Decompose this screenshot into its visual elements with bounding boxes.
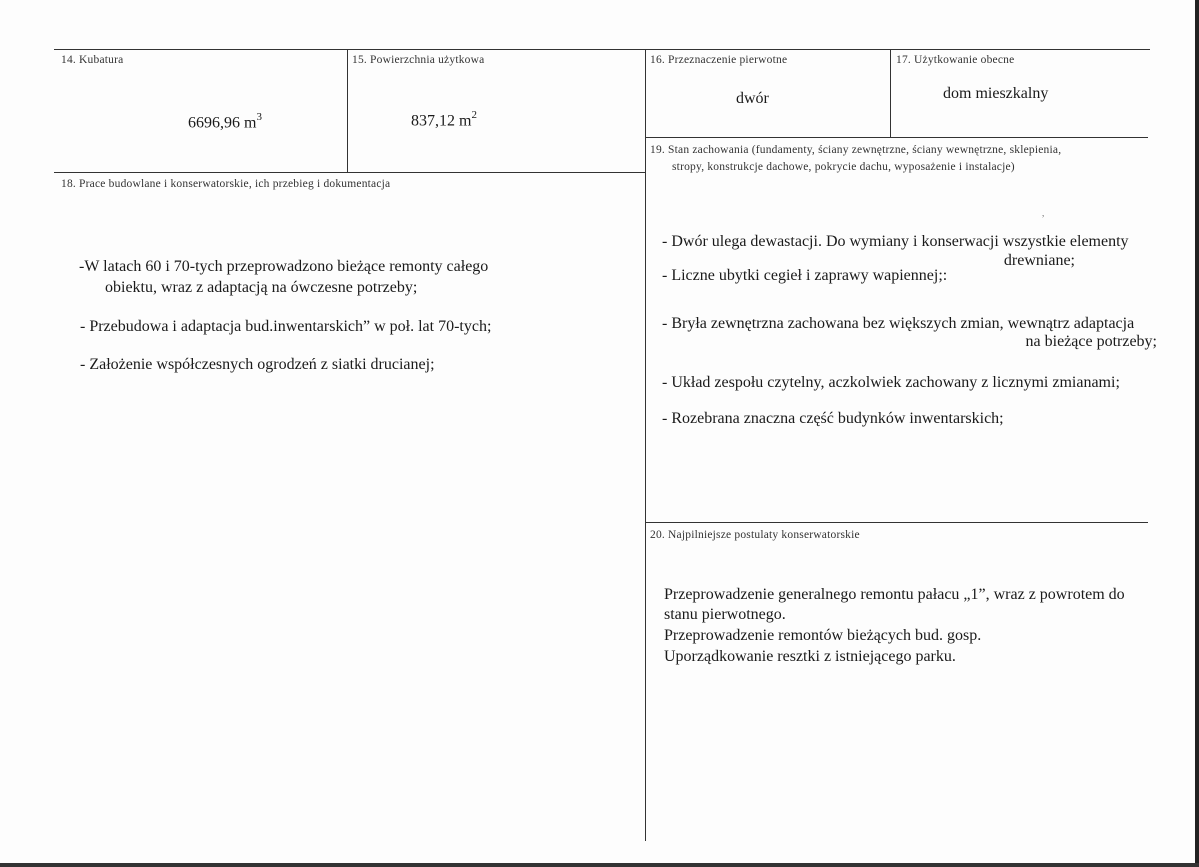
cubature-unit-superscript: 3 [256, 111, 262, 123]
cubature-value: 6696,96 m [188, 114, 257, 132]
field-20-label: 20. Najpilniejsze postulaty konserwatorskie [650, 529, 860, 541]
f18-item-2: - Przebudowa i adaptacja bud.inwentarskich” w poł. lat 70-tych; [80, 318, 492, 335]
area-value: 837,12 m [411, 112, 472, 130]
field-17-label: 17. Użytkowanie obecne [896, 54, 1015, 66]
top-rule [54, 49, 1150, 50]
f20-line-3: Przeprowadzenie remontów bieżących bud. gosp. [664, 627, 982, 644]
center-divider [645, 49, 646, 841]
area-unit-superscript: 2 [471, 109, 477, 121]
page-edge-right [1195, 0, 1199, 867]
f19-item-1-line-2: drewniane; [1003, 252, 1075, 269]
f18-item-1-line-2: obiektu, wraz z adaptacją na ówczesne potrzeby; [105, 279, 418, 296]
f19-item-4: - Układ zespołu czytelny, aczkolwiek zachowany z licznymi zmianami; [662, 374, 1120, 391]
field-15-label: 15. Powierzchnia użytkowa [352, 54, 485, 66]
f18-item-3: - Założenie współczesnych ogrodzeń z siatki drucianej; [80, 356, 435, 373]
field-14-value [188, 112, 262, 132]
field-19-label-line-2: stropy, konstrukcje dachowe, pokrycie dachu, wyposażenie i instalacje) [672, 161, 1015, 173]
f20-line-2: stanu pierwotnego. [664, 606, 786, 623]
field-19-label-line-1: 19. Stan zachowania (fundamenty, ściany zewnętrzne, ściany wewnętrzne, sklepienia, [650, 144, 1062, 156]
field-16-value: dwór [736, 90, 769, 107]
f20-line-1: Przeprowadzenie generalnego remontu pałacu „1”, wraz z powrotem do [664, 586, 1125, 603]
f19-item-5: - Rozebrana znaczna część budynków inwentarskich; [662, 410, 1004, 427]
f18-item-1-line-1: -W latach 60 i 70-tych przeprowadzono bieżące remonty całego [79, 258, 489, 275]
f20-line-4: Uporządkowanie resztki z istniejącego parku. [664, 648, 956, 665]
rule-above-20 [645, 522, 1148, 523]
field-16-label: 16. Przeznaczenie pierwotne [650, 54, 788, 66]
field-18-label: 18. Prace budowlane i konserwatorskie, ich przebieg i dokumentacja [61, 178, 391, 190]
field-15-value [411, 110, 477, 130]
f19-item-3-line-1: - Bryła zewnętrzna zachowana bez większych zmian, wewnątrz adaptacja [662, 315, 1135, 332]
field-14-label: 14. Kubatura [61, 54, 124, 66]
field-17-value: dom mieszkalny [943, 85, 1049, 102]
scan-speck: , [1042, 208, 1045, 218]
rule-under-16-17 [645, 137, 1148, 138]
rule-under-14-15 [54, 172, 645, 173]
f19-item-2: - Liczne ubytki cegieł i zaprawy wapiennej;: [662, 267, 948, 284]
divider-16-17 [890, 49, 891, 137]
f19-item-3-line-2: na bieżące potrzeby; [1025, 333, 1157, 350]
page-edge-bottom [0, 863, 1199, 867]
f19-item-1-line-1: - Dwór ulega dewastacji. Do wymiany i konserwacji wszystkie elementy [662, 233, 1129, 250]
divider-14-15 [347, 49, 348, 173]
